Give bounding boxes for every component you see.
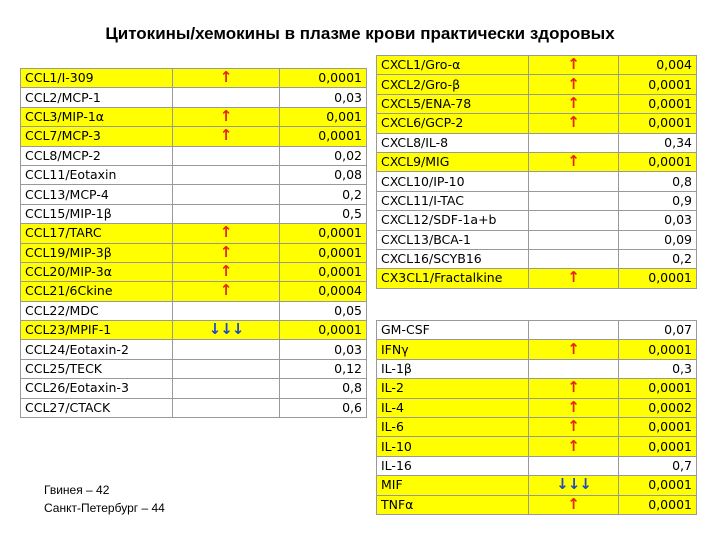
table-row: [377, 437, 697, 456]
page-title: Цитокины/хемокины в плазме крови практически здоровых: [105, 24, 615, 43]
arrow-up-icon: ↑: [219, 262, 233, 281]
trend-cell: [529, 152, 619, 171]
cytokine-name: CCL20/MIP-3α: [21, 262, 173, 281]
trend-cell: [173, 165, 280, 184]
cytokine-name: CXCL12/SDF-1a+b: [377, 211, 529, 230]
p-value: 0,0001: [619, 417, 697, 436]
table-row: [377, 152, 697, 171]
table-row: [377, 114, 697, 133]
p-value: 0,0002: [619, 398, 697, 417]
p-value: 0,001: [280, 107, 367, 126]
cytokine-name: CCL8/MCP-2: [21, 146, 173, 165]
p-value: 0,0001: [280, 321, 367, 340]
cytokine-name: CCL19/MIP-3β: [21, 243, 173, 262]
table-row: [377, 495, 697, 514]
table-row: [21, 340, 367, 359]
table-row: [377, 75, 697, 94]
trend-cell: [173, 398, 280, 417]
table-row: [21, 88, 367, 107]
p-value: 0,09: [619, 230, 697, 249]
p-value: 0,9: [619, 191, 697, 210]
arrow-up-icon: ↑: [567, 94, 580, 112]
trend-cell: [529, 321, 619, 340]
p-value: 0,8: [280, 379, 367, 398]
p-value: 0,12: [280, 359, 367, 378]
table-row: [377, 340, 697, 359]
trend-cell: [173, 107, 280, 126]
p-value: 0,2: [619, 249, 697, 268]
p-value: 0,0001: [619, 495, 697, 514]
table-row: [21, 243, 367, 262]
table-row: [377, 211, 697, 230]
trend-cell: [529, 359, 619, 378]
trend-cell: [529, 56, 619, 75]
p-value: 0,2: [280, 185, 367, 204]
trend-cell: [173, 224, 280, 243]
cytokine-name: CXCL16/SCYB16: [377, 249, 529, 268]
table-row: [377, 230, 697, 249]
cytokine-name: CXCL8/IL-8: [377, 133, 529, 152]
table-row: [377, 456, 697, 475]
table-row: [377, 379, 697, 398]
cytokine-name: CCL24/Eotaxin-2: [21, 340, 173, 359]
cytokine-name: CXCL11/I-TAC: [377, 191, 529, 210]
trend-cell: [529, 172, 619, 191]
trend-cell: [173, 321, 280, 340]
p-value: 0,0001: [619, 379, 697, 398]
cytokine-name: TNFα: [377, 495, 529, 514]
p-value: 0,02: [280, 146, 367, 165]
cytokine-name: CCL23/MPIF-1: [21, 321, 173, 340]
sample-size-notes: [44, 481, 165, 517]
trend-cell: [529, 75, 619, 94]
cytokine-name: IL-1β: [377, 359, 529, 378]
p-value: 0,0001: [619, 94, 697, 113]
arrow-up-icon: ↑: [219, 223, 233, 242]
cytokine-name: CCL1/I-309: [21, 69, 173, 88]
trend-cell: [529, 476, 619, 495]
trend-cell: [529, 398, 619, 417]
p-value: 0,5: [280, 204, 367, 223]
table-row: [377, 476, 697, 495]
table-row: [21, 359, 367, 378]
table-row: [21, 69, 367, 88]
table-row: [21, 398, 367, 417]
cytokine-name: CXCL2/Gro-β: [377, 75, 529, 94]
cytokine-name: CX3CL1/Fractalkine: [377, 269, 529, 288]
note-saint-petersburg: Санкт-Петербург – 44: [44, 501, 165, 515]
cytokine-name: IL-6: [377, 417, 529, 436]
table-row: [377, 417, 697, 436]
trend-cell: [173, 262, 280, 281]
p-value: 0,3: [619, 359, 697, 378]
cytokine-name: CCL25/TECK: [21, 359, 173, 378]
cxcl-chemokine-table: [376, 55, 697, 289]
arrow-up-icon: ↑: [567, 152, 580, 171]
p-value: 0,03: [280, 340, 367, 359]
arrow-up-icon: ↑: [567, 436, 580, 455]
table-row: [377, 172, 697, 191]
table-row: [21, 127, 367, 146]
arrow-up-icon: ↑: [567, 398, 580, 416]
cytokine-name: CCL17/TARC: [21, 224, 173, 243]
p-value: 0,6: [280, 398, 367, 417]
arrow-up-icon: ↑: [567, 378, 580, 397]
ccl-chemokine-table: [20, 68, 367, 418]
table-row: [21, 146, 367, 165]
cytokine-name: GM-CSF: [377, 321, 529, 340]
p-value: 0,03: [280, 88, 367, 107]
p-value: 0,0004: [280, 282, 367, 301]
trend-cell: [529, 417, 619, 436]
p-value: 0,0001: [619, 476, 697, 495]
table-row: [377, 56, 697, 75]
trend-cell: [173, 243, 280, 262]
arrow-up-icon: ↑: [567, 268, 580, 287]
trend-cell: [529, 340, 619, 359]
p-value: 0,0001: [280, 262, 367, 281]
p-value: 0,0001: [280, 243, 367, 262]
cytokine-name: CXCL6/GCP-2: [377, 114, 529, 133]
arrow-up-icon: ↑: [219, 107, 233, 125]
note-guinea: Гвинея – 42: [44, 483, 110, 497]
trend-cell: [173, 359, 280, 378]
arrow-up-icon: ↑: [567, 74, 580, 93]
trend-cell: [529, 133, 619, 152]
trend-cell: [173, 379, 280, 398]
table-row: [377, 269, 697, 288]
table-row: [377, 191, 697, 210]
trend-cell: [173, 88, 280, 107]
cytokine-name: CCL3/MIP-1α: [21, 107, 173, 126]
trend-cell: [529, 230, 619, 249]
p-value: 0,004: [619, 56, 697, 75]
p-value: 0,0001: [280, 224, 367, 243]
table-row: [21, 321, 367, 340]
table-row: [377, 321, 697, 340]
trend-cell: [529, 269, 619, 288]
trend-cell: [173, 185, 280, 204]
arrow-up-icon: ↑: [567, 113, 580, 132]
cytokine-name: CCL2/MCP-1: [21, 88, 173, 107]
p-value: 0,07: [619, 321, 697, 340]
cytokine-name: CXCL13/BCA-1: [377, 230, 529, 249]
p-value: 0,8: [619, 172, 697, 191]
cytokine-name: CCL15/MIP-1β: [21, 204, 173, 223]
p-value: 0,0001: [280, 69, 367, 88]
p-value: 0,7: [619, 456, 697, 475]
cytokine-name: CCL11/Eotaxin: [21, 165, 173, 184]
p-value: 0,0001: [619, 75, 697, 94]
cytokine-name: CXCL5/ENA-78: [377, 94, 529, 113]
p-value: 0,0001: [619, 340, 697, 359]
cytokine-name: MIF: [377, 476, 529, 495]
arrow-up-icon: ↑: [567, 339, 580, 358]
p-value: 0,08: [280, 165, 367, 184]
triple-arrow-down-icon: ↓↓↓: [556, 475, 591, 494]
cytokine-name: IL-10: [377, 437, 529, 456]
cytokine-name: CCL26/Eotaxin-3: [21, 379, 173, 398]
cytokine-name: CXCL10/IP-10: [377, 172, 529, 191]
trend-cell: [529, 94, 619, 113]
table-row: [377, 398, 697, 417]
cytokine-name: IFNγ: [377, 340, 529, 359]
p-value: 0,03: [619, 211, 697, 230]
cytokine-name: CXCL9/MIG: [377, 152, 529, 171]
arrow-up-icon: ↑: [219, 68, 233, 87]
table-row: [21, 204, 367, 223]
trend-cell: [173, 146, 280, 165]
arrow-up-icon: ↑: [567, 55, 580, 74]
p-value: 0,0001: [619, 152, 697, 171]
table-row: [21, 379, 367, 398]
trend-cell: [173, 282, 280, 301]
table-row: [21, 224, 367, 243]
trend-cell: [529, 456, 619, 475]
trend-cell: [529, 437, 619, 456]
trend-cell: [529, 495, 619, 514]
table-row: [21, 185, 367, 204]
trend-cell: [173, 340, 280, 359]
trend-cell: [529, 211, 619, 230]
p-value: 0,0001: [619, 269, 697, 288]
p-value: 0,0001: [619, 114, 697, 133]
arrow-up-icon: ↑: [219, 126, 233, 145]
table-row: [21, 301, 367, 320]
cytokine-name: CCL27/CTACK: [21, 398, 173, 417]
table-row: [377, 133, 697, 152]
cytokine-name: CCL21/6Ckine: [21, 282, 173, 301]
trend-cell: [529, 379, 619, 398]
table-row: [21, 262, 367, 281]
table-row: [377, 359, 697, 378]
arrow-up-icon: ↑: [219, 281, 233, 300]
cytokine-name: CCL13/MCP-4: [21, 185, 173, 204]
table-row: [21, 165, 367, 184]
p-value: 0,34: [619, 133, 697, 152]
p-value: 0,0001: [619, 437, 697, 456]
table-row: [21, 107, 367, 126]
cytokine-name: IL-4: [377, 398, 529, 417]
cytokine-name: CCL7/MCP-3: [21, 127, 173, 146]
cytokine-name: CCL22/MDC: [21, 301, 173, 320]
trend-cell: [529, 249, 619, 268]
trend-cell: [529, 114, 619, 133]
cytokine-name: IL-2: [377, 379, 529, 398]
triple-arrow-down-icon: ↓↓↓: [208, 320, 244, 339]
arrow-up-icon: ↑: [567, 417, 580, 436]
table-row: [377, 249, 697, 268]
p-value: 0,0001: [280, 127, 367, 146]
trend-cell: [173, 127, 280, 146]
arrow-up-icon: ↑: [219, 243, 233, 261]
cytokine-name: CXCL1/Gro-α: [377, 56, 529, 75]
arrow-up-icon: ↑: [567, 495, 580, 513]
trend-cell: [173, 301, 280, 320]
p-value: 0,05: [280, 301, 367, 320]
cytokine-name: IL-16: [377, 456, 529, 475]
trend-cell: [173, 204, 280, 223]
table-row: [377, 94, 697, 113]
trend-cell: [173, 69, 280, 88]
trend-cell: [529, 191, 619, 210]
cytokine-table: [376, 320, 697, 515]
table-row: [21, 282, 367, 301]
